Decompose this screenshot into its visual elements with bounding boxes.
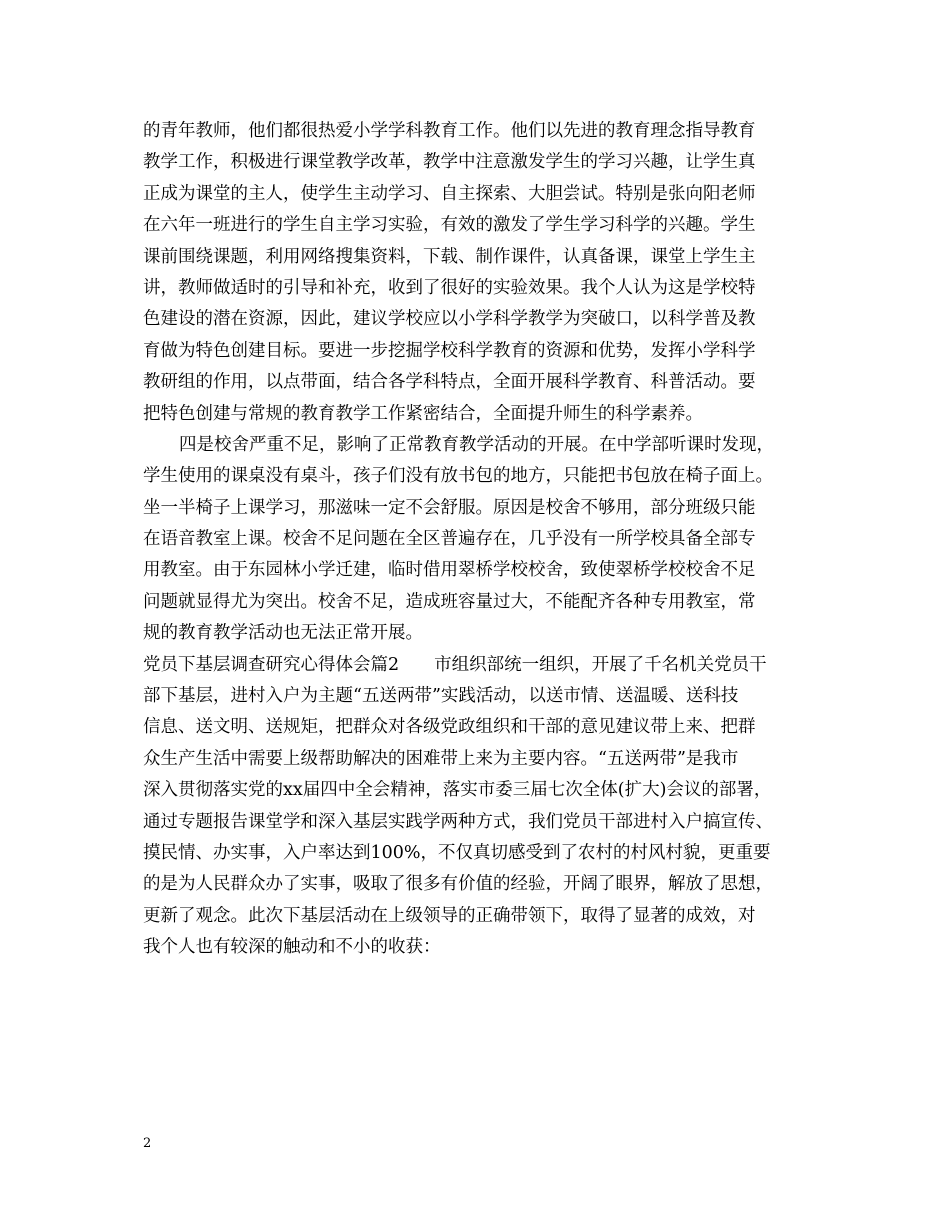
document-body — [143, 116, 813, 964]
text-line: 正成为课堂的主人，使学生主动学习、自主探索、大胆尝试。特别是张向阳老师 — [143, 183, 756, 204]
text-line: 摸民情、办实事，入户率达到100%，不仅真切感受到了农村的村风村貌，更重要 — [143, 842, 771, 863]
text-line: 课前围绕课题，利用网络搜集资料，下载、制作课件，认真备课，课堂上学生主 — [143, 246, 756, 267]
page-number: 2 — [143, 1136, 152, 1151]
text-line: 学生使用的课桌没有桌斗，孩子们没有放书包的地方，只能把书包放在椅子面上。 — [143, 466, 773, 487]
text-line: 我个人也有较深的触动和不小的收获： — [143, 937, 441, 958]
text-line: 教研组的作用，以点带面，结合各学科特点，全面开展科学教育、科普活动。要 — [143, 372, 756, 393]
text-line: 讲，教师做适时的引导和补充，收到了很好的实验效果。我个人认为这是学校特 — [143, 277, 756, 298]
text-line: 教学工作，积极进行课堂教学改革，教学中注意激发学生的学习兴趣，让学生真 — [143, 152, 756, 173]
text-line: 部下基层，进村入户为主题“五送两带”实践活动，以送市情、送温暖、送科技 — [143, 686, 739, 707]
text-line: 深入贯彻落实党的xx届四中全会精神，落实市委三届七次全体(扩大)会议的部署， — [143, 780, 772, 801]
text-line: 问题就显得尤为突出。校舍不足，造成班容量过大，不能配齐各种专用教室，常 — [143, 591, 756, 612]
text-line: 坐一半椅子上课学习，那滋味一定不会舒服。原因是校舍不够用，部分班级只能 — [143, 497, 756, 518]
text-line: 更新了观念。此次下基层活动在上级领导的正确带领下，取得了显著的成效，对 — [143, 905, 756, 926]
text-line: 的是为人民群众办了实事，吸取了很多有价值的经验，开阔了眼界，解放了思想， — [143, 874, 773, 895]
text-line: 在六年一班进行的学生自主学习实验，有效的激发了学生学习科学的兴趣。学生 — [143, 215, 756, 236]
paragraph-first-line: 四是校舍严重不足，影响了正常教育教学活动的开展。在中学部听课时发现， — [179, 434, 774, 455]
text-line: 通过专题报告课堂学和深入基层实践学两种方式，我们党员干部进村入户搞宣传、 — [143, 811, 773, 832]
text-line: 育做为特色创建目标。要进一步挖掘学校科学教育的资源和优势，发挥小学科学 — [143, 340, 756, 361]
text-line: 的青年教师，他们都很热爱小学学科教育工作。他们以先进的教育理念指导教育 — [143, 121, 756, 141]
text-line: 众生产生活中需要上级帮助解决的困难带上来为主要内容。“五送两带”是我市 — [143, 748, 739, 769]
text-line: 在语音教室上课。校舍不足问题在全区普遍存在，几乎没有一所学校具备全部专 — [143, 529, 756, 550]
text-line: 用教室。由于东园林小学迁建，临时借用翠桥学校校舍，致使翠桥学校校舍不足 — [143, 560, 756, 581]
section-heading-line: 党员下基层调查研究心得体会篇2 市组织部统一组织，开展了千名机关党员干 — [143, 654, 767, 675]
text-line: 规的教育教学活动也无法正常开展。 — [143, 623, 423, 644]
text-line: 信息、送文明、送规矩，把群众对各级党政组织和干部的意见建议带上来、把群 — [143, 717, 756, 738]
text-line: 把特色创建与常规的教育教学工作紧密结合，全面提升师生的科学素养。 — [143, 403, 703, 424]
text-line: 色建设的潜在资源，因此，建议学校应以小学科学教学为突破口，以科学普及教 — [143, 309, 756, 330]
